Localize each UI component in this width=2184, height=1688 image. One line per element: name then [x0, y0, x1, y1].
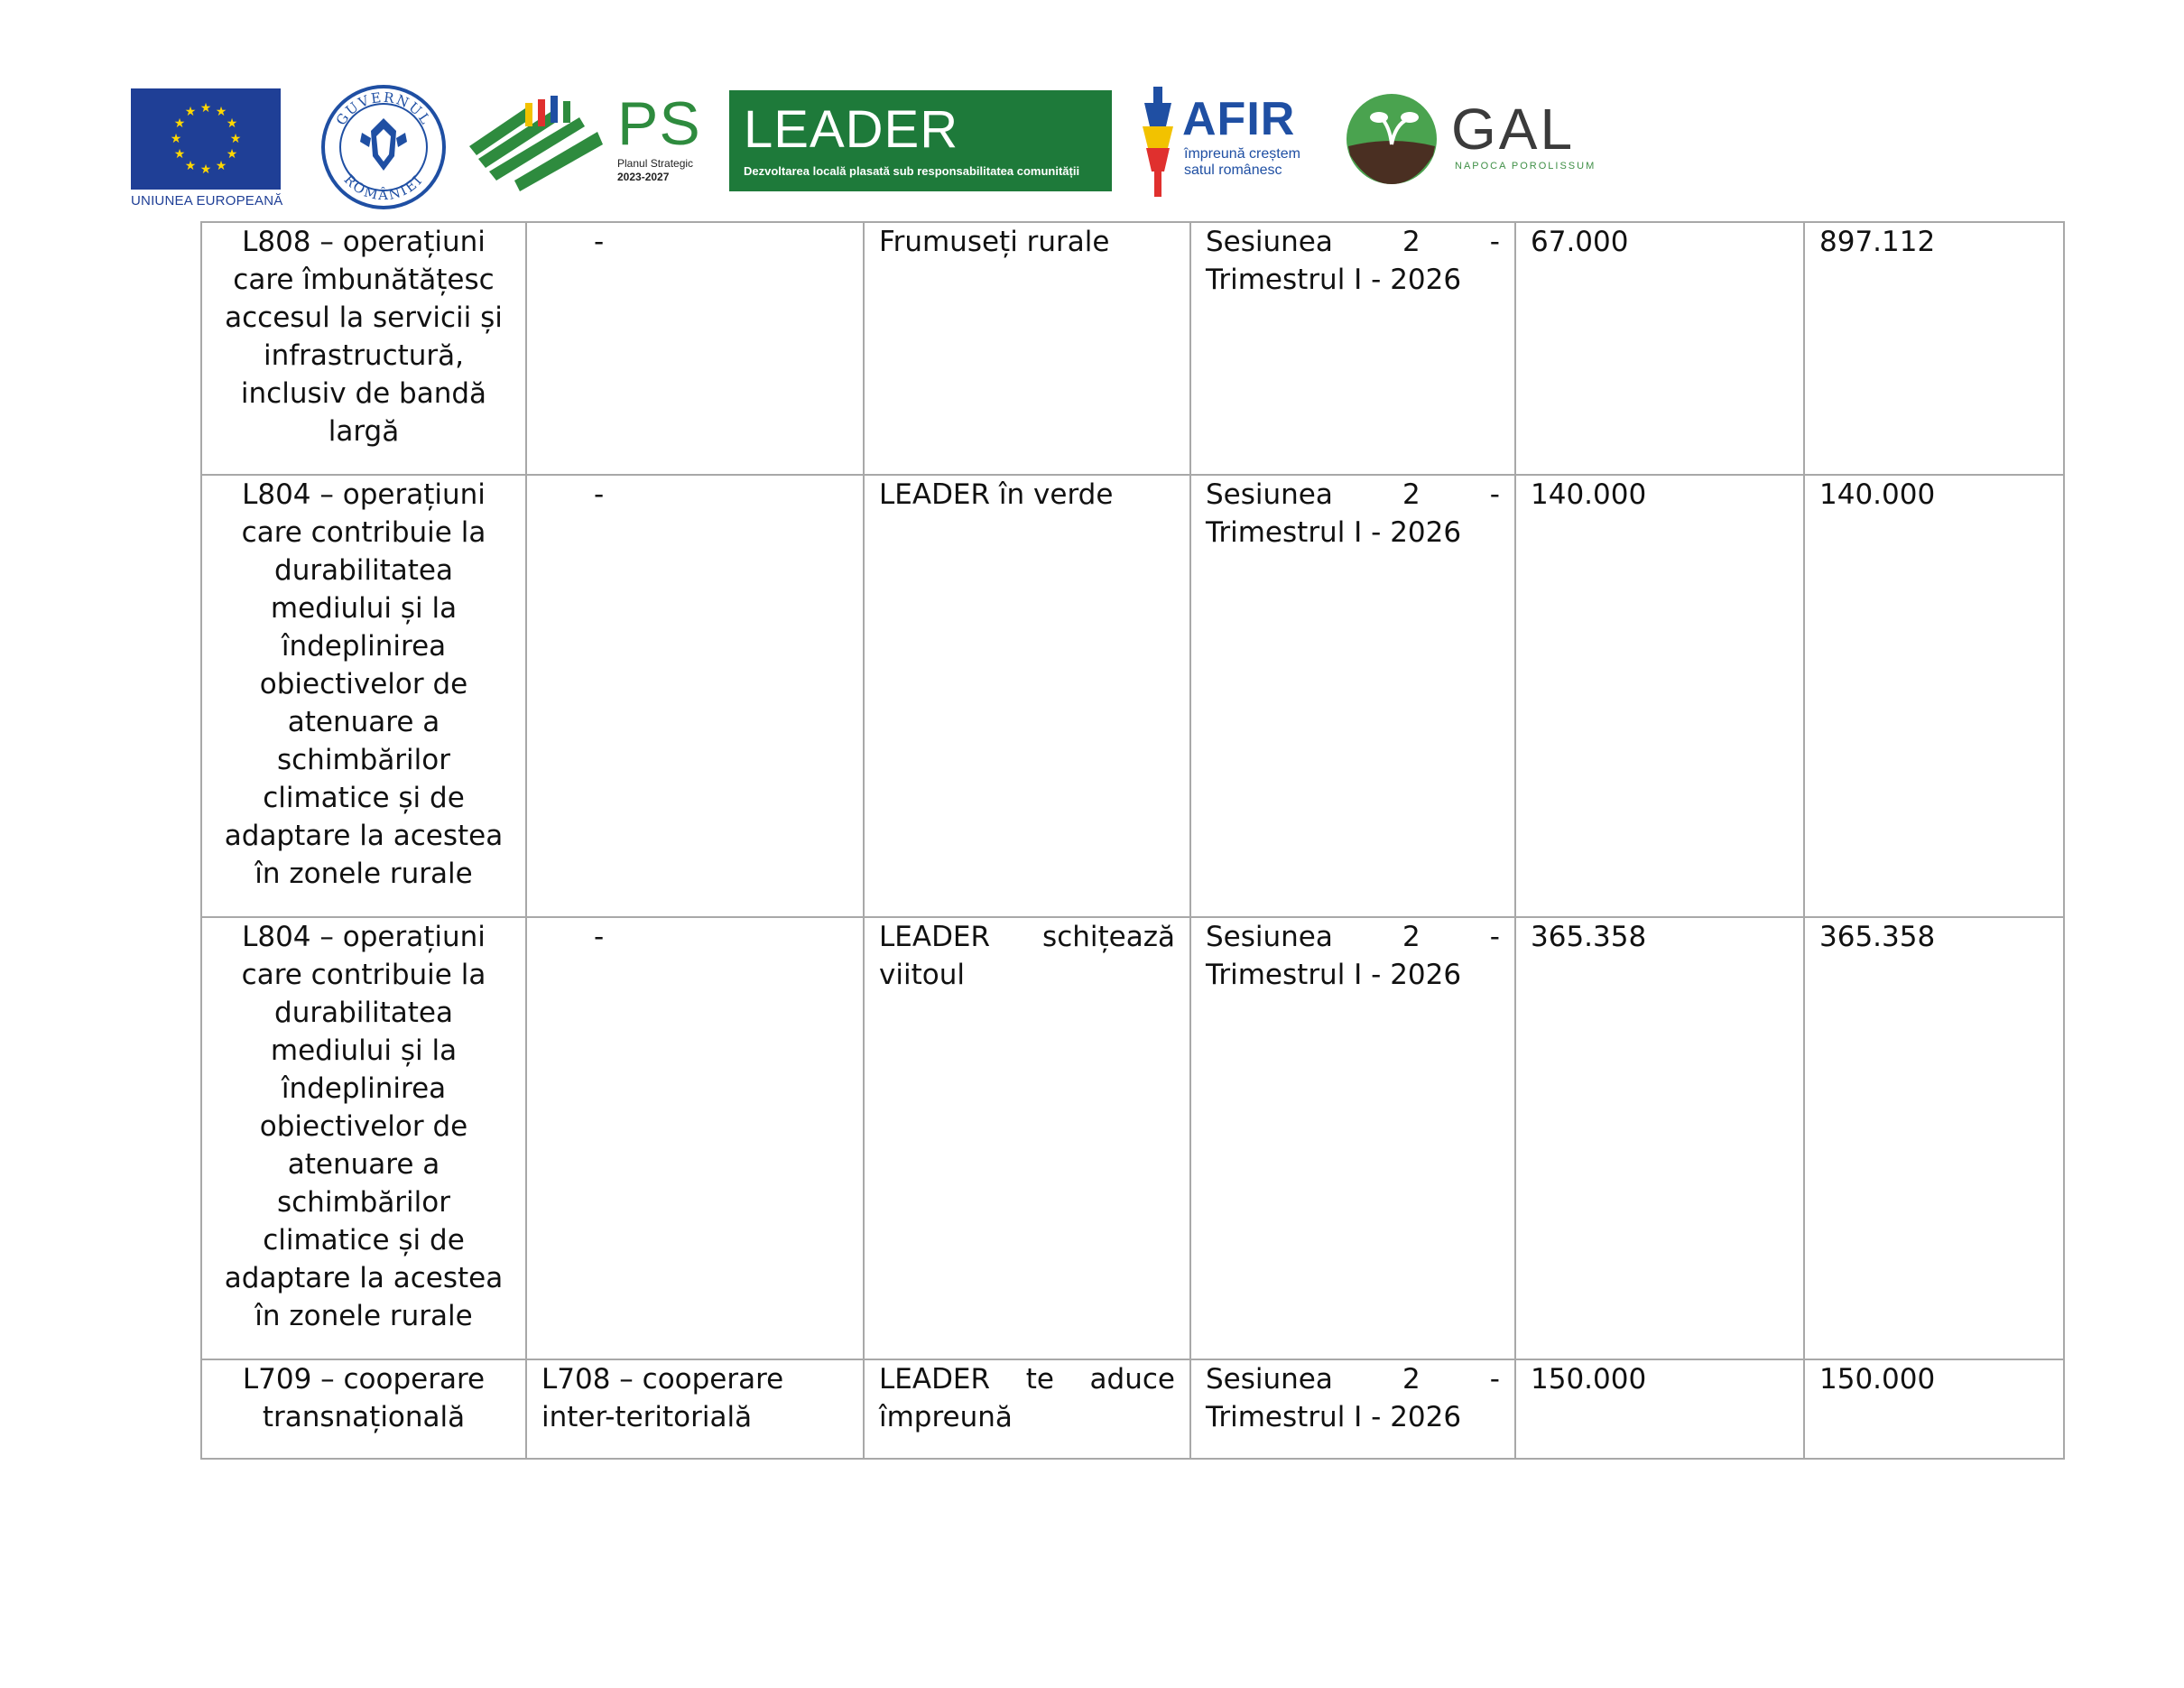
table-row — [201, 917, 2064, 1359]
svg-text:GUVERNUL: GUVERNUL — [332, 88, 435, 129]
measure-line2: transnațională — [262, 1401, 466, 1433]
gal-emblem-icon — [1343, 90, 1442, 190]
afir-tricolor-icon — [1139, 87, 1177, 199]
svg-text:★: ★ — [199, 101, 212, 116]
gal-logo — [1343, 90, 1596, 190]
session-line1: Sesiunea 2 - — [1206, 1363, 1500, 1396]
session-line2: Trimestrul I - 2026 — [1206, 264, 1462, 296]
secondary-line1: L708 – cooperare — [541, 1363, 784, 1396]
leader-title: LEADER — [744, 100, 959, 159]
measures-table — [200, 221, 2065, 1460]
eu-logo — [131, 88, 281, 211]
ps-logo — [462, 90, 706, 197]
session-cell — [1190, 1359, 1515, 1459]
secondary-line2: inter-teritorială — [541, 1401, 753, 1433]
value1-cell: 67.000 — [1515, 222, 1804, 475]
project-name: LEADER în verde — [879, 478, 1114, 511]
gal-subtitle: NAPOCA POROLISSUM — [1455, 161, 1596, 172]
project-name: Frumuseți rurale — [879, 226, 1110, 258]
svg-text:ROMÂNIEI: ROMÂNIEI — [340, 171, 427, 204]
ps-stripes-icon — [462, 90, 611, 197]
secondary-measure-cell — [526, 1359, 864, 1459]
ps-line2: 2023-2027 — [617, 171, 670, 183]
project-cell — [864, 1359, 1190, 1459]
svg-text:★: ★ — [226, 147, 238, 162]
gal-title: GAL — [1451, 97, 1576, 162]
project-line1: LEADER te aduce — [879, 1363, 1175, 1396]
measure-cell: L804 – operațiuni care contribuie la durabilitatea mediului și la îndeplinirea obiectivelor de atenuare a schimbărilor climatice și de adaptare la acestea în zonele rurale — [201, 917, 526, 1359]
session-line2: Trimestrul I - 2026 — [1206, 959, 1462, 991]
value1-cell: 365.358 — [1515, 917, 1804, 1359]
afir-line2: satul românesc — [1184, 162, 1282, 178]
svg-text:★: ★ — [173, 116, 186, 131]
session-cell — [1190, 222, 1515, 475]
table-row — [201, 222, 2064, 475]
measure-cell: L804 – operațiuni care contribuie la durabilitatea mediului și la îndeplinirea obiectivelor de atenuare a schimbărilor climatice și de adaptare la acestea în zonele rurale — [201, 475, 526, 917]
table-row — [201, 1359, 2064, 1459]
value2-cell: 897.112 — [1804, 222, 2064, 475]
svg-text:★: ★ — [199, 162, 212, 177]
ps-title: PS — [617, 89, 701, 158]
government-seal-logo — [320, 84, 447, 210]
afir-title: AFIR — [1182, 93, 1296, 145]
svg-text:★: ★ — [215, 159, 227, 173]
measure-cell — [201, 1359, 526, 1459]
svg-text:★: ★ — [226, 116, 238, 131]
secondary-measure-cell: - — [526, 917, 864, 1359]
svg-text:★: ★ — [184, 105, 197, 119]
project-cell — [864, 475, 1190, 917]
svg-text:★: ★ — [170, 132, 182, 146]
svg-text:★: ★ — [184, 159, 197, 173]
project-line1: LEADER schițează — [879, 921, 1175, 953]
project-line2: viitoul — [879, 959, 965, 991]
svg-text:★: ★ — [215, 105, 227, 119]
measure-line1: L709 – cooperare — [242, 1363, 486, 1396]
secondary-measure-cell: - — [526, 475, 864, 917]
leader-subtitle: Dezvoltarea locală plasată sub responsabilitatea comunității — [744, 164, 1080, 178]
value2-cell: 150.000 — [1804, 1359, 2064, 1459]
eu-caption: UNIUNEA EUROPEANĂ — [131, 193, 283, 209]
header-logos — [0, 0, 2184, 208]
svg-text:★: ★ — [229, 132, 242, 146]
session-line2: Trimestrul I - 2026 — [1206, 1401, 1462, 1433]
session-line1: Sesiunea 2 - — [1206, 226, 1500, 258]
value2-cell: 140.000 — [1804, 475, 2064, 917]
session-line2: Trimestrul I - 2026 — [1206, 516, 1462, 549]
project-cell — [864, 222, 1190, 475]
value1-cell: 140.000 — [1515, 475, 1804, 917]
svg-text:★: ★ — [173, 147, 186, 162]
leader-logo — [729, 90, 1112, 191]
eu-flag-icon — [131, 88, 281, 190]
afir-logo — [1139, 87, 1319, 199]
ps-line1: Planul Strategic — [617, 157, 694, 170]
afir-line1: împreună creștem — [1184, 146, 1300, 162]
project-cell — [864, 917, 1190, 1359]
table-row — [201, 475, 2064, 917]
session-cell — [1190, 475, 1515, 917]
session-line1: Sesiunea 2 - — [1206, 478, 1500, 511]
project-line2: împreună — [879, 1401, 1013, 1433]
measure-cell: L808 – operațiuni care îmbunătățesc accesul la servicii și infrastructură, inclusiv de bandă largă — [201, 222, 526, 475]
secondary-measure-cell: - — [526, 222, 864, 475]
value2-cell: 365.358 — [1804, 917, 2064, 1359]
session-cell — [1190, 917, 1515, 1359]
value1-cell: 150.000 — [1515, 1359, 1804, 1459]
session-line1: Sesiunea 2 - — [1206, 921, 1500, 953]
